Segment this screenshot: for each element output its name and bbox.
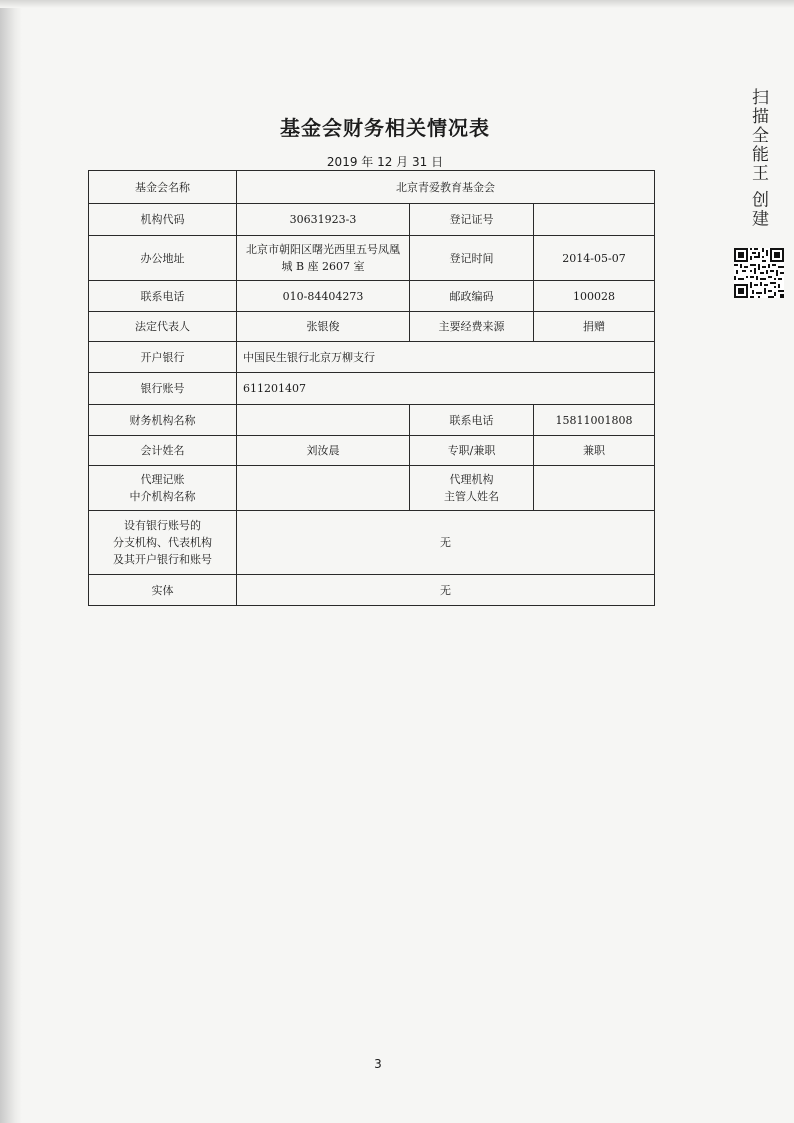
bank-value: 中国民生银行北京万柳支行 bbox=[237, 342, 655, 373]
phone-value: 010-84404273 bbox=[237, 281, 410, 312]
finance-phone-value: 15811001808 bbox=[534, 405, 655, 436]
postcode-value: 100028 bbox=[534, 281, 655, 312]
postcode-label: 邮政编码 bbox=[410, 281, 534, 312]
table-row bbox=[89, 466, 655, 511]
reg-cert-value bbox=[534, 204, 655, 236]
legal-rep-label: 法定代表人 bbox=[89, 312, 237, 342]
scanner-watermark: 扫描全能王 创建 bbox=[748, 88, 768, 229]
page-number: 3 bbox=[374, 1057, 382, 1071]
table-row bbox=[89, 436, 655, 466]
table-row bbox=[89, 312, 655, 342]
branch-value: 无 bbox=[237, 511, 655, 575]
org-code-label: 机构代码 bbox=[89, 204, 237, 236]
table-row bbox=[89, 204, 655, 236]
agent-head-value bbox=[534, 466, 655, 511]
fulltime-value: 兼职 bbox=[534, 436, 655, 466]
reg-cert-label: 登记证号 bbox=[410, 204, 534, 236]
accountant-label: 会计姓名 bbox=[89, 436, 237, 466]
address-value: 北京市朝阳区曙光西里五号凤凰 城 B 座 2607 室 bbox=[237, 236, 410, 281]
accountant-value: 刘汝晨 bbox=[237, 436, 410, 466]
table-row bbox=[89, 342, 655, 373]
reg-time-value: 2014-05-07 bbox=[534, 236, 655, 281]
fulltime-label: 专职/兼职 bbox=[410, 436, 534, 466]
account-label: 银行账号 bbox=[89, 373, 237, 405]
table-row bbox=[89, 236, 655, 281]
scan-top-shadow bbox=[0, 0, 794, 8]
address-label: 办公地址 bbox=[89, 236, 237, 281]
agent-label: 代理记账 中介机构名称 bbox=[89, 466, 237, 511]
table-row bbox=[89, 281, 655, 312]
agent-head-label: 代理机构 主管人姓名 bbox=[410, 466, 534, 511]
entity-value: 无 bbox=[237, 575, 655, 606]
document-title: 基金会财务相关情况表 bbox=[280, 116, 490, 140]
table-row bbox=[89, 171, 655, 204]
table-row bbox=[89, 373, 655, 405]
table-row bbox=[89, 575, 655, 606]
finance-phone-label: 联系电话 bbox=[410, 405, 534, 436]
finance-org-value bbox=[237, 405, 410, 436]
entity-label: 实体 bbox=[89, 575, 237, 606]
account-value: 611201407 bbox=[237, 373, 655, 405]
fund-name-label: 基金会名称 bbox=[89, 171, 237, 204]
legal-rep-value: 张银俊 bbox=[237, 312, 410, 342]
org-code-value: 30631923-3 bbox=[237, 204, 410, 236]
agent-value bbox=[237, 466, 410, 511]
table-row bbox=[89, 511, 655, 575]
funding-source-value: 捐赠 bbox=[534, 312, 655, 342]
qr-code-icon bbox=[734, 248, 784, 298]
bank-label: 开户银行 bbox=[89, 342, 237, 373]
table-row bbox=[89, 405, 655, 436]
branch-label: 设有银行账号的 分支机构、代表机构 及其开户银行和账号 bbox=[89, 511, 237, 575]
reg-time-label: 登记时间 bbox=[410, 236, 534, 281]
fund-name-value: 北京青爱教育基金会 bbox=[237, 171, 655, 204]
document-date: 2019 年 12 月 31 日 bbox=[326, 155, 444, 169]
finance-org-label: 财务机构名称 bbox=[89, 405, 237, 436]
phone-label: 联系电话 bbox=[89, 281, 237, 312]
finance-info-table bbox=[88, 170, 655, 606]
funding-source-label: 主要经费来源 bbox=[410, 312, 534, 342]
